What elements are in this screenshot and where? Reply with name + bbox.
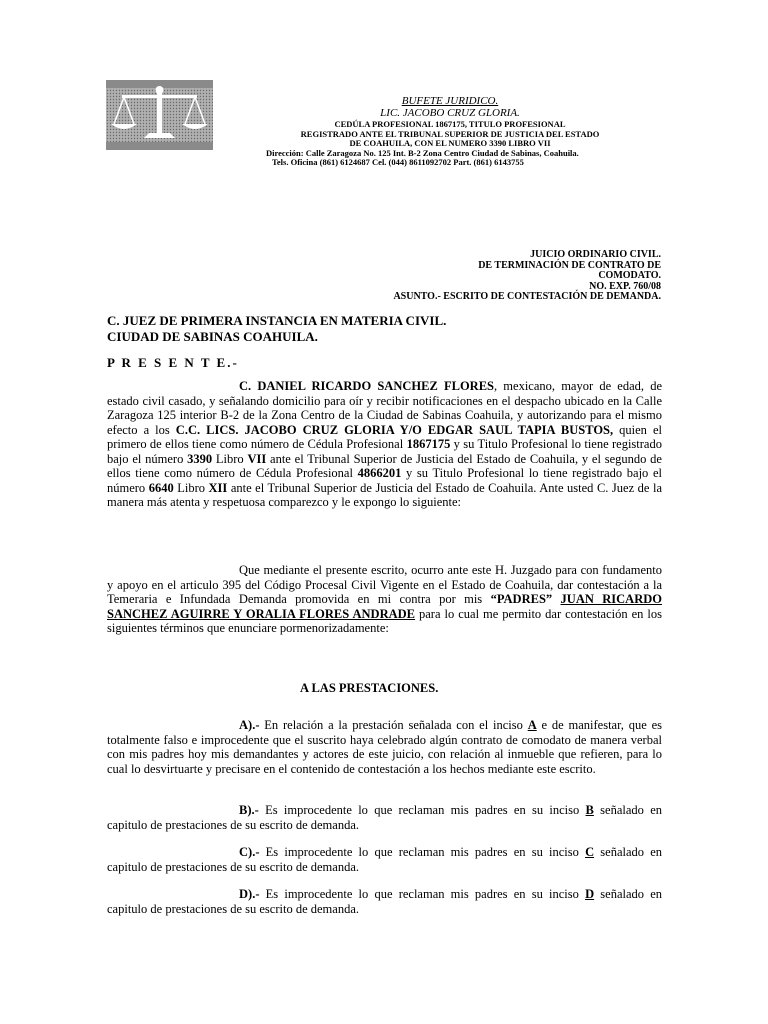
case-line-2: DE TERMINACIÓN DE CONTRATO DE — [478, 259, 661, 271]
text-segment: Libro — [173, 480, 209, 495]
item-label: A).- — [239, 718, 260, 732]
item-d — [107, 887, 662, 916]
item-letter: B — [585, 803, 594, 817]
case-line-1: JUICIO ORDINARIO CIVIL. — [530, 249, 661, 260]
text-segment: , mexicano, mayor de edad, de estado civil casado, y señalando domicilio para oír y recibir notificaciones en el despacho ubicado en la Calle Zaragoza 125 interior B-2 de la Zona Centro de la Ciudad de Sabinas Coahuila, y autorizando para el mismo efecto a los — [107, 379, 663, 437]
item-letter: C — [585, 845, 595, 859]
case-line-3: COMODATO. — [598, 270, 661, 281]
text-segment: Es improcedente lo que reclaman mis padres en su inciso — [259, 887, 586, 901]
scales-of-justice-logo — [106, 80, 213, 150]
text-segment: ante el Tribunal Superior de Justicia del Estado de Coahuila, y el segundo de ellos tiene como número de Cédula Profesional — [107, 451, 662, 480]
text-segment: señalado en capitulo de prestaciones de su escrito de demanda. — [107, 887, 662, 916]
addressee-line-1: C. JUEZ DE PRIMERA INSTANCIA EN MATERIA CIVIL. — [107, 313, 447, 328]
paragraph-appearance — [107, 379, 662, 510]
text-segment: señalado en capitulo de prestaciones de su escrito de demanda. — [107, 803, 662, 832]
letterhead — [240, 96, 660, 167]
text-segment: Es improcedente lo que reclaman mis padres en su inciso — [258, 803, 586, 817]
case-line-4: NO. EXP. 760/08 — [589, 280, 661, 292]
item-label: B).- — [239, 803, 259, 817]
section-heading: A LAS PRESTACIONES. — [300, 681, 439, 695]
plaintiff-name: C. DANIEL RICARDO SANCHEZ FLORES — [239, 379, 494, 393]
lawyers-names: C.C. LICS. JACOBO CRUZ GLORIA Y/O EDGAR SAUL TAPIA BUSTOS, — [175, 422, 614, 437]
text-segment: para lo cual me permito dar contestación en los siguientes términos que enunciare pormenorizadamente: — [107, 606, 662, 635]
text-segment: y su Titulo Profesional lo tiene registrado bajo el número — [107, 437, 662, 466]
book-number-1: VII — [247, 451, 267, 466]
text-segment: Que mediante el presente escrito, ocurro ante este H. Juzgado para con fundamento y apoyo en el articulo 395 del Código Procesal Civil Vigente en el Estado de Coahuila, dar contestación a la Temeraria e Infundada Demanda promovida en mi contra por mis — [107, 563, 662, 606]
item-b — [107, 803, 662, 832]
item-letter: D — [585, 887, 595, 901]
text-segment: Es improcedente lo que reclaman mis padres en su inciso — [259, 845, 586, 859]
registro-line-1: REGISTRADO ANTE EL TRIBUNAL SUPERIOR DE JUSTICIA DEL ESTADO — [300, 128, 600, 139]
item-label: C).- — [239, 845, 260, 859]
address-line: Dirección: Calle Zaragoza No. 125 Int. B-2 Zona Centro Ciudad de Sabinas, Coahuila. — [266, 147, 579, 158]
registry-number-1: 3390 — [187, 451, 213, 466]
cedula-line: CEDÚLA PROFESIONAL 1867175, TITULO PROFESIONAL — [334, 119, 566, 129]
paragraph-answer — [107, 563, 662, 636]
item-letter: A — [527, 718, 537, 732]
case-info — [331, 250, 661, 303]
cedula-number-1: 1867175 — [406, 437, 451, 451]
phone-line: Tels. Oficina (861) 6124687 Cel. (044) 8611092702 Part. (861) 6143755 — [272, 157, 524, 167]
presente-heading: P R E S E N T E.- — [107, 355, 239, 370]
lawyer-name: LIC. JACOBO CRUZ GLORIA. — [380, 107, 520, 119]
item-a — [107, 718, 662, 776]
text-segment: quien el primero de ellos tiene como número de Cédula Profesional — [107, 422, 662, 451]
defendant-parents-names: JUAN RICARDO SANCHEZ AGUIRRE Y ORALIA FLORES ANDRADE — [107, 592, 662, 621]
registro-line-2: DE COAHUILA, CON EL NUMERO 3390 LIBRO VII — [349, 138, 551, 148]
registry-number-2: 6640 — [148, 480, 174, 495]
padres-label: “PADRES” — [490, 592, 553, 606]
addressee — [107, 313, 446, 346]
case-line-5: ASUNTO.- ESCRITO DE CONTESTACIÓN DE DEMANDA. — [393, 291, 661, 302]
text-segment: señalado en capitulo de prestaciones de su escrito de demanda. — [107, 845, 662, 874]
cedula-number-2: 4866201 — [357, 466, 402, 480]
item-label: D).- — [239, 887, 260, 901]
addressee-line-2: CIUDAD DE SABINAS COAHUILA. — [107, 329, 318, 345]
text-segment: y su Titulo Profesional lo tiene registrado bajo el número — [107, 466, 662, 495]
text-segment: e de manifestar, que es totalmente falso e improcedente que el suscrito haya celebrado algún contrato de comodato de manera verbal con mis padres hoy mis demandantes y actores de este juicio, con relación al inmueble que refieren, para lo cual lo desvirtuarte y precisare en el contenido de contestación a los hechos mediante este escrito. — [107, 718, 662, 776]
firm-name: BUFETE JURIDICO. — [401, 95, 499, 107]
text-segment: En relación a la prestación señalada con el inciso — [259, 718, 528, 732]
text-segment: Libro — [212, 451, 248, 466]
item-c — [107, 845, 662, 874]
book-number-2: XII — [208, 480, 228, 495]
text-segment: ante el Tribunal Superior de Justicia del Estado de Coahuila. Ante usted C. Juez de la manera más atenta y respetuosa comparezco y le expongo lo siguiente: — [107, 480, 663, 509]
